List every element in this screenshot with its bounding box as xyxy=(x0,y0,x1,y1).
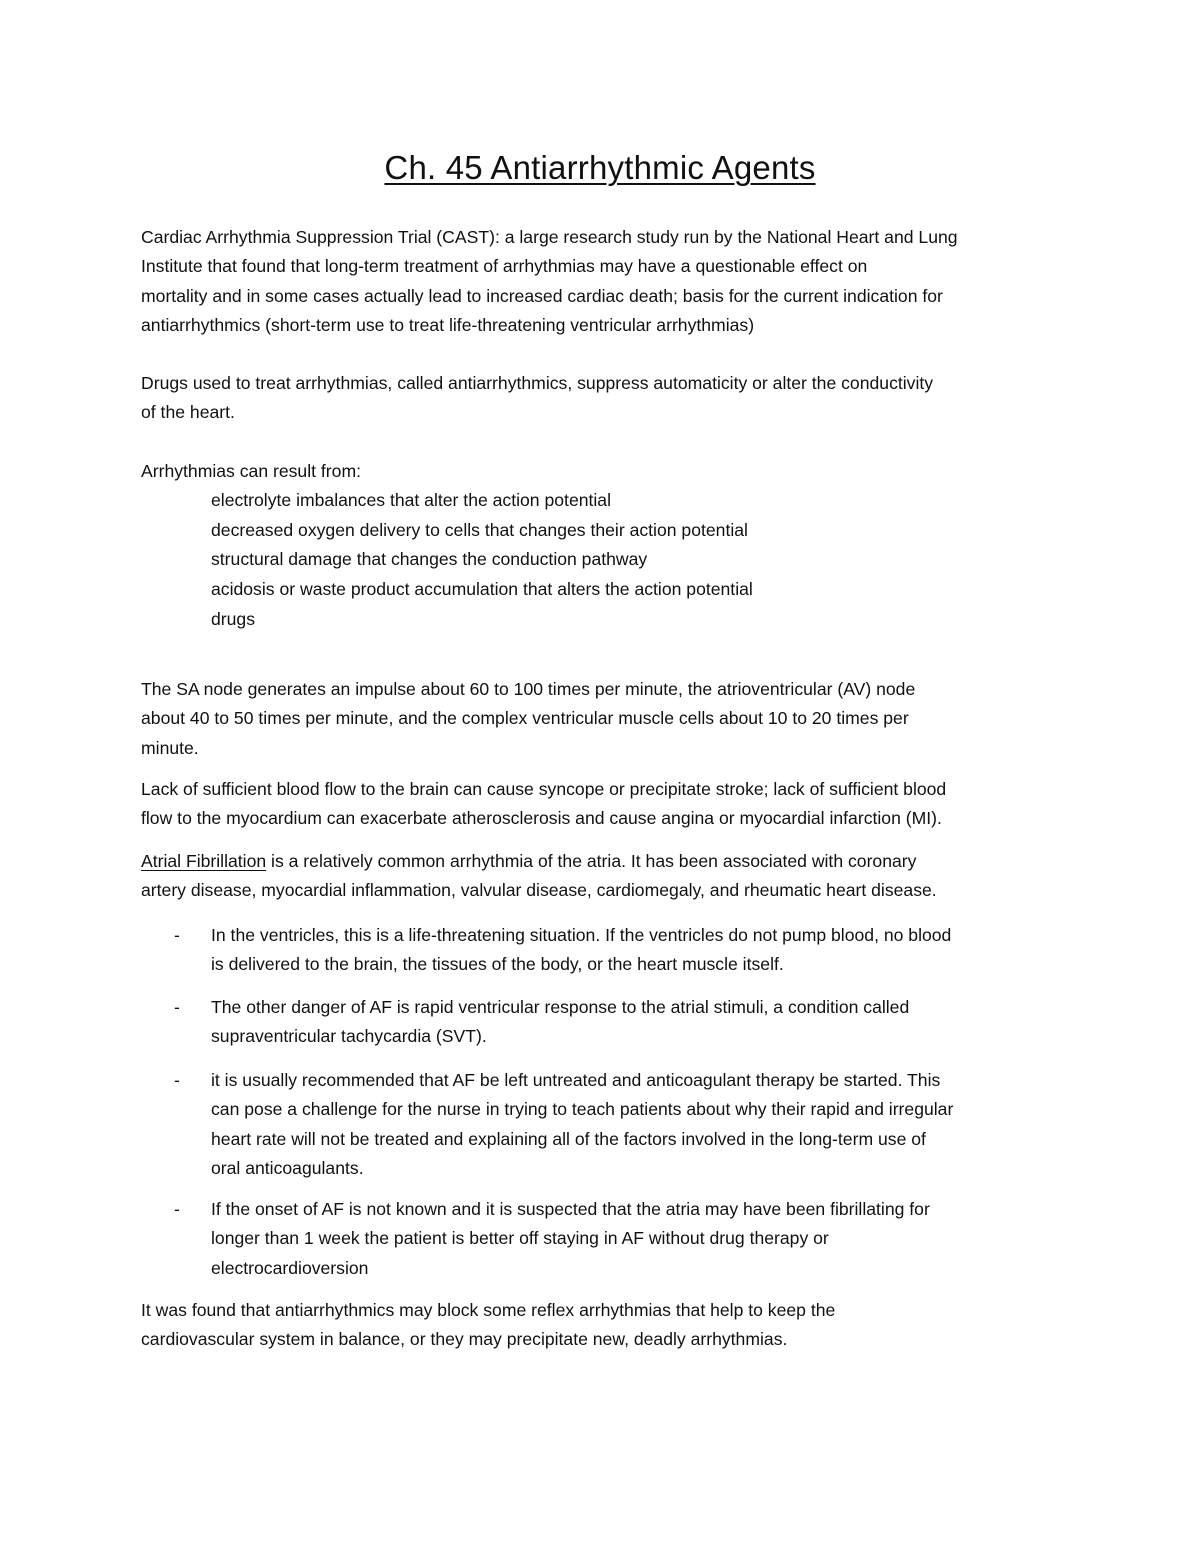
text-line: antiarrhythmics (short-term use to treat life-threatening ventricular arrhythmias) xyxy=(141,314,755,335)
text-line: Atrial Fibrillation is a relatively common arrhythmia of the atria. It has been associated with coronary xyxy=(141,851,917,871)
af-term: Atrial Fibrillation xyxy=(141,851,267,871)
list-item: structural damage that changes the conduction pathway xyxy=(211,549,648,570)
text-line: electrocardioversion xyxy=(211,1257,369,1278)
text-line: can pose a challenge for the nurse in trying to teach patients about why their rapid and irregular xyxy=(211,1099,954,1120)
text-line: It was found that antiarrhythmics may block some reflex arrhythmias that help to keep the xyxy=(141,1300,836,1320)
text-line: The other danger of AF is rapid ventricular response to the atrial stimuli, a condition called xyxy=(211,997,910,1017)
page-title: Ch. 45 Antiarrhythmic Agents xyxy=(384,149,816,186)
dash-bullet: - xyxy=(174,1070,180,1090)
text-line: If the onset of AF is not known and it is suspected that the atria may have been fibrillating for xyxy=(211,1199,930,1219)
list-item: decreased oxygen delivery to cells that changes their action potential xyxy=(211,519,748,540)
text-line: mortality and in some cases actually lead to increased cardiac death; basis for the current indication for xyxy=(141,285,943,306)
text-line: oral anticoagulants. xyxy=(211,1157,364,1178)
list-item: acidosis or waste product accumulation that alters the action potential xyxy=(211,579,753,600)
dash-bullet: - xyxy=(174,1199,180,1219)
text-line: of the heart. xyxy=(141,402,235,423)
text-line: In the ventricles, this is a life-threatening situation. If the ventricles do not pump blood, no blood xyxy=(211,925,952,945)
text-line: it is usually recommended that AF be left untreated and anticoagulant therapy be started. This xyxy=(211,1070,941,1090)
text-line: minute. xyxy=(141,737,199,758)
text-line: Drugs used to treat arrhythmias, called antiarrhythmics, suppress automaticity or alter the conductivity xyxy=(141,373,934,393)
text-line: is delivered to the brain, the tissues of the body, or the heart muscle itself. xyxy=(211,954,784,975)
text-line: flow to the myocardium can exacerbate atherosclerosis and cause angina or myocardial infarction (MI). xyxy=(141,808,942,829)
text-line: about 40 to 50 times per minute, and the complex ventricular muscle cells about 10 to 20 times per xyxy=(141,708,909,729)
causes-list xyxy=(211,486,1071,635)
text-line: longer than 1 week the patient is better off staying in AF without drug therapy or xyxy=(211,1228,829,1249)
text-line: Institute that found that long-term treatment of arrhythmias may have a questionable effect on xyxy=(141,256,868,277)
text-line: Lack of sufficient blood flow to the brain can cause syncope or precipitate stroke; lack of sufficient blood xyxy=(141,779,947,799)
list-item: drugs xyxy=(211,608,256,629)
text-line: heart rate will not be treated and explaining all of the factors involved in the long-term use of xyxy=(211,1128,926,1149)
sa-node-paragraph xyxy=(141,675,1071,763)
blood-flow-paragraph xyxy=(141,775,1071,834)
text-line: cardiovascular system in balance, or they may precipitate new, deadly arrhythmias. xyxy=(141,1329,788,1350)
causes-heading: Arrhythmias can result from: xyxy=(141,461,361,481)
dash-bullet: - xyxy=(174,925,180,945)
cast-paragraph xyxy=(141,223,1071,340)
closing-paragraph xyxy=(141,1296,1071,1355)
text-line: The SA node generates an impulse about 60 to 100 times per minute, the atrioventricular (AV) node xyxy=(141,679,916,699)
text-line: Cardiac Arrhythmia Suppression Trial (CAST): a large research study run by the National Heart and Lung xyxy=(141,227,958,247)
af-paragraph xyxy=(141,847,1071,906)
dash-bullet: - xyxy=(174,997,180,1017)
drugs-paragraph xyxy=(141,369,1071,428)
list-item: electrolyte imbalances that alter the action potential xyxy=(211,490,612,510)
text-line: artery disease, myocardial inflammation, valvular disease, cardiomegaly, and rheumatic heart disease. xyxy=(141,880,937,901)
text-line: supraventricular tachycardia (SVT). xyxy=(211,1026,487,1047)
